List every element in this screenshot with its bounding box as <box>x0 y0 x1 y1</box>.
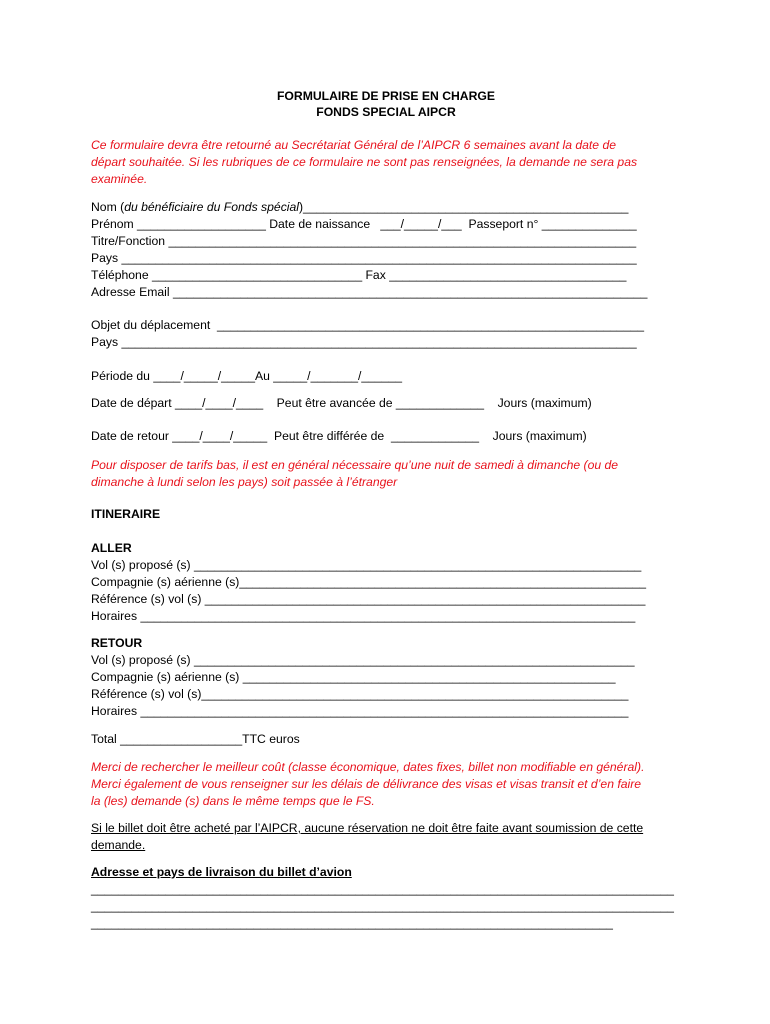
aller-reference-field[interactable]: Référence (s) vol (s) _________________________________________________________________ <box>91 592 646 606</box>
nom-field[interactable] <box>91 199 628 215</box>
tarifs-note-2: dimanche à lundi selon les pays) soit passée à l’étranger <box>91 475 398 489</box>
cost-note-2: Merci également de vous renseigner sur les délais de délivrance des visas et visas transit et d’en faire <box>91 777 642 791</box>
cost-note-1: Merci de rechercher le meilleur coût (classe économique, dates fixes, billet non modifiable en général). <box>91 760 645 774</box>
objet-field[interactable]: Objet du déplacement _______________________________________________________________ <box>91 318 645 332</box>
pays-field[interactable]: Pays ____________________________________________________________________________ <box>91 251 637 265</box>
intro-line-3: examinée. <box>91 172 148 186</box>
aller-horaires-field[interactable]: Horaires _________________________________________________________________________ <box>91 609 636 623</box>
retour-heading: RETOUR <box>91 636 143 650</box>
prenom-row[interactable]: Prénom ___________________ Date de naissance ___/_____/___ Passeport n° ______________ <box>91 217 637 231</box>
nom-label: Nom ( <box>91 200 125 214</box>
aller-vol-field[interactable]: Vol (s) proposé (s) __________________________________________________________________ <box>91 558 642 572</box>
intro-line-1: Ce formulaire devra être retourné au Secrétariat Général de l’AIPCR 6 semaines avant la date de <box>91 138 617 152</box>
aipcr-note-1: Si le billet doit être acheté par l’AIPCR, aucune réservation ne doit être faite avant soumission de cette <box>91 821 644 835</box>
aipcr-note-2: demande. <box>91 838 146 852</box>
date-retour-row[interactable]: Date de retour ____/____/_____ Peut être différée de _____________ Jours (maximum) <box>91 429 587 443</box>
delivery-line-3[interactable]: _____________________________________________________________________________ <box>91 916 613 930</box>
retour-compagnie-field[interactable]: Compagnie (s) aérienne (s) _______________________________________________________ <box>91 670 616 684</box>
periode-field[interactable]: Période du ____/_____/_____Au _____/_______/______ <box>91 369 403 383</box>
delivery-line-2[interactable]: ______________________________________________________________________________________ <box>91 899 674 913</box>
cost-note-3: la (les) demande (s) dans le même temps que le FS. <box>91 794 375 808</box>
telephone-fax-row[interactable]: Téléphone _______________________________ Fax ___________________________________ <box>91 268 627 282</box>
total-field[interactable]: Total __________________TTC euros <box>91 732 300 746</box>
intro-line-2: départ souhaitée. Si les rubriques de ce formulaire ne sont pas renseignées, la demande ne sera pas <box>91 155 638 169</box>
retour-horaires-field[interactable]: Horaires ________________________________________________________________________ <box>91 704 629 718</box>
delivery-line-1[interactable]: ______________________________________________________________________________________ <box>91 882 674 896</box>
email-field[interactable]: Adresse Email ______________________________________________________________________ <box>91 285 648 299</box>
aller-heading: ALLER <box>91 541 132 555</box>
nom-italic: du bénéficiaire du Fonds spécial <box>124 200 299 214</box>
itineraire-heading: ITINERAIRE <box>91 507 161 521</box>
form-title: FORMULAIRE DE PRISE EN CHARGE <box>276 89 496 103</box>
nom-blank: )________________________________________________ <box>298 200 629 214</box>
retour-reference-field[interactable]: Référence (s) vol (s)_______________________________________________________________ <box>91 687 629 701</box>
retour-vol-field[interactable]: Vol (s) proposé (s) _________________________________________________________________ <box>91 653 635 667</box>
form-subtitle: FONDS SPECIAL AIPCR <box>316 105 456 119</box>
delivery-heading: Adresse et pays de livraison du billet d’avion <box>91 865 352 879</box>
tarifs-note-1: Pour disposer de tarifs bas, il est en général nécessaire qu’une nuit de samedi à dimanche (ou de <box>91 458 619 472</box>
aller-compagnie-field[interactable]: Compagnie (s) aérienne (s)____________________________________________________________ <box>91 575 647 589</box>
titre-fonction-field[interactable]: Titre/Fonction _____________________________________________________________________ <box>91 234 637 248</box>
date-depart-row[interactable]: Date de départ ____/____/____ Peut être avancée de _____________ Jours (maximum) <box>91 396 592 410</box>
trip-pays-field[interactable]: Pays ____________________________________________________________________________ <box>91 335 637 349</box>
